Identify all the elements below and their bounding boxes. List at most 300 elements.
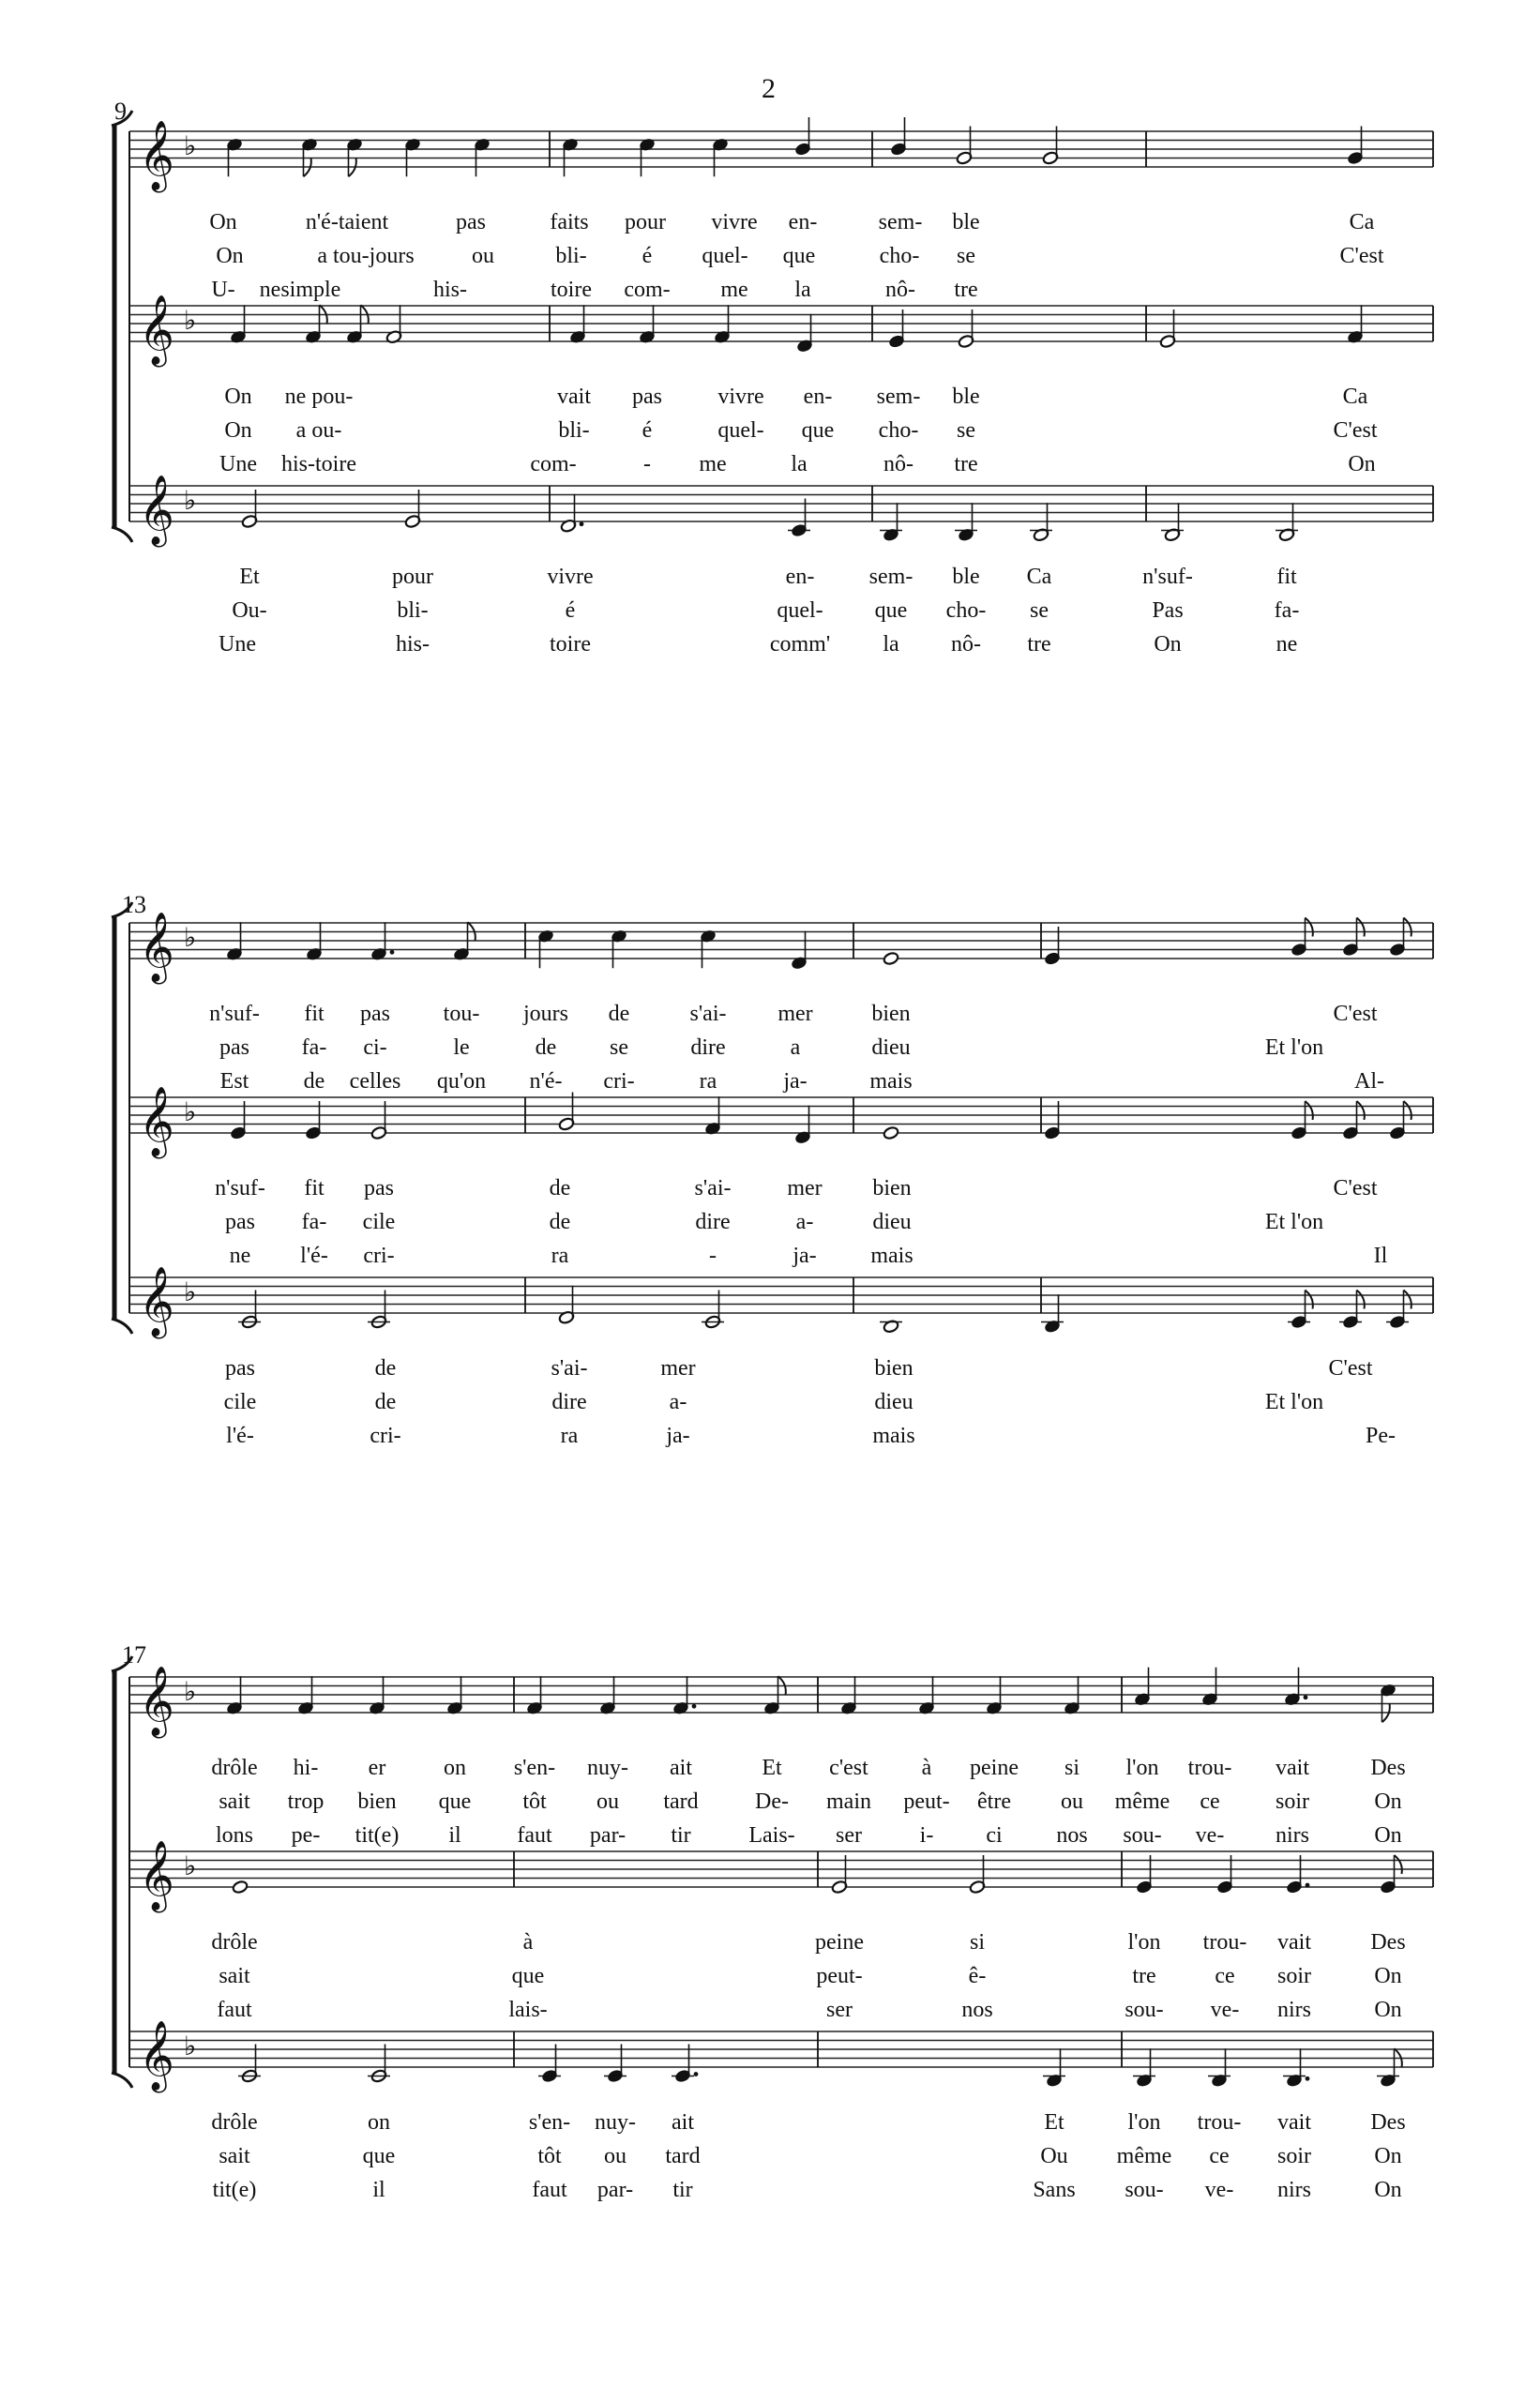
lyric-syllable: ja- bbox=[666, 1424, 690, 1448]
lyric-syllable: dieu bbox=[871, 1035, 911, 1060]
note bbox=[1380, 1684, 1397, 1723]
lyric-syllable: s'en- bbox=[528, 2110, 571, 2135]
lyric-syllable: comm' bbox=[769, 632, 831, 657]
lyric-syllable: - bbox=[643, 452, 651, 476]
lyric-syllable: pas bbox=[632, 385, 662, 409]
lyric-syllable: la bbox=[883, 632, 899, 657]
lyric-syllable: que bbox=[511, 1964, 545, 1988]
lyric-syllable: Ca bbox=[1026, 565, 1052, 589]
lyric-syllable: vait bbox=[557, 385, 591, 409]
note bbox=[1380, 1855, 1402, 1895]
lyric-syllable: Et l'on bbox=[1264, 1035, 1324, 1060]
lyric-syllable: par- bbox=[589, 1823, 627, 1848]
lyric-syllable: que bbox=[362, 2144, 396, 2168]
augmentation-dot bbox=[692, 1704, 697, 1709]
lyric-syllable: Sans bbox=[1033, 2178, 1076, 2202]
lyric-syllable: mais bbox=[869, 1069, 913, 1094]
lyric-syllable: C'est bbox=[1339, 244, 1384, 268]
note bbox=[1136, 1855, 1153, 1895]
lyric-syllable: la bbox=[791, 452, 808, 476]
note bbox=[526, 1676, 543, 1715]
lyric-syllable: quel- bbox=[717, 418, 764, 443]
bracket-hook-top bbox=[112, 902, 132, 917]
lyric-syllable: sem- bbox=[876, 385, 921, 409]
lyric-syllable: sait bbox=[219, 1789, 250, 1814]
lyric-syllable: pas bbox=[364, 1176, 394, 1200]
lyric-syllable: fa- bbox=[301, 1035, 327, 1060]
note bbox=[831, 1855, 848, 1895]
note bbox=[1216, 1855, 1233, 1895]
lyric-syllable: nos bbox=[961, 1998, 993, 2022]
note bbox=[226, 922, 243, 961]
lyric-line-verse-1 bbox=[215, 1176, 1378, 1200]
lyric-syllable: pas bbox=[360, 1002, 390, 1026]
lyric-syllable: cho- bbox=[879, 244, 920, 268]
note bbox=[297, 1676, 314, 1715]
lyric-syllable: er bbox=[368, 1756, 386, 1780]
lyric-syllable: dieu bbox=[872, 1210, 912, 1234]
lyric-syllable: C'est bbox=[1333, 1176, 1378, 1200]
lyric-syllable: cri- bbox=[363, 1244, 395, 1268]
staff bbox=[129, 913, 1433, 985]
note bbox=[969, 1855, 986, 1895]
note bbox=[305, 305, 327, 344]
treble-clef-icon: 𝄞 bbox=[139, 913, 174, 982]
lyric-syllable: soir bbox=[1276, 1789, 1309, 1814]
lyric-syllable: bien bbox=[872, 1176, 912, 1200]
lyric-syllable: On bbox=[1154, 632, 1182, 657]
system-3 bbox=[112, 1656, 1433, 2093]
lyric-syllable: a- bbox=[795, 1210, 814, 1234]
key-signature-flat-icon: ♭ bbox=[184, 130, 197, 161]
augmentation-dot bbox=[1304, 1695, 1308, 1699]
note bbox=[1159, 310, 1176, 349]
lyric-syllable: si bbox=[1064, 1756, 1080, 1780]
lyric-syllable: bien bbox=[357, 1789, 397, 1814]
lyric-syllable: ra bbox=[699, 1069, 717, 1094]
lyric-line-verse-1 bbox=[211, 1930, 1405, 1955]
lyric-syllable: cho- bbox=[945, 598, 987, 623]
note bbox=[986, 1676, 1003, 1715]
lyric-syllable: nuy- bbox=[587, 1756, 628, 1780]
lyric-syllable: tôt bbox=[522, 1789, 547, 1814]
lyric-syllable: quel- bbox=[777, 598, 823, 623]
lyric-syllable: que bbox=[438, 1789, 472, 1814]
lyric-syllable: vait bbox=[1276, 1756, 1309, 1780]
note bbox=[794, 117, 811, 157]
lyric-syllable: é bbox=[642, 244, 653, 268]
staff bbox=[129, 295, 1433, 368]
note bbox=[1064, 1676, 1080, 1715]
lyric-syllable: tre bbox=[954, 452, 978, 476]
lyric-syllable: cho- bbox=[878, 418, 919, 443]
lyric-line-verse-2 bbox=[232, 598, 1299, 623]
lyric-syllable: sait bbox=[219, 2144, 250, 2168]
note bbox=[1044, 1101, 1061, 1140]
lyric-syllable: vait bbox=[1277, 2110, 1311, 2135]
lyric-syllable: ble bbox=[952, 210, 980, 234]
lyric-syllable: Et bbox=[1044, 2110, 1064, 2135]
lyric-syllable: l'on bbox=[1127, 2110, 1161, 2135]
lyric-syllable: Une bbox=[219, 632, 256, 657]
lyric-syllable: de bbox=[535, 1035, 557, 1060]
lyric-line-verse-3 bbox=[230, 1244, 1388, 1268]
lyric-line-verse-2 bbox=[219, 1964, 1401, 1988]
measure-number-system-2: 13 bbox=[122, 891, 146, 918]
lyric-syllable: cile bbox=[362, 1210, 396, 1234]
lyric-syllable: tard bbox=[665, 2144, 701, 2168]
lyric-syllable: ja- bbox=[783, 1069, 808, 1094]
note bbox=[1208, 2048, 1230, 2088]
lyric-syllable: nos bbox=[1056, 1823, 1088, 1848]
note-flag bbox=[1357, 1101, 1365, 1120]
lyric-syllable: s'ai- bbox=[689, 1002, 727, 1026]
note bbox=[1276, 503, 1298, 542]
lyric-line-verse-1 bbox=[224, 385, 1367, 409]
lyric-line-verse-1 bbox=[211, 2110, 1405, 2135]
lyric-syllable: Et l'on bbox=[1264, 1390, 1324, 1414]
note-flag bbox=[1395, 1855, 1402, 1874]
lyric-syllable: sou- bbox=[1125, 1998, 1164, 2022]
lyric-syllable: his- bbox=[396, 632, 430, 657]
lyric-syllable: tre bbox=[1027, 632, 1051, 657]
lyric-syllable: Il bbox=[1373, 1244, 1388, 1268]
lyric-syllable: pour bbox=[392, 565, 433, 589]
lyric-syllable: ce bbox=[1209, 2144, 1230, 2168]
lyric-syllable: peine bbox=[970, 1756, 1019, 1780]
lyric-syllable: vivre bbox=[547, 565, 594, 589]
lyric-syllable: De- bbox=[755, 1789, 789, 1814]
lyric-syllable: tit(e) bbox=[212, 2178, 257, 2202]
lyric-syllable: peut- bbox=[903, 1789, 950, 1814]
measure-number-system-3: 17 bbox=[122, 1641, 146, 1669]
lyric-syllable: ou bbox=[604, 2144, 627, 2168]
lyric-syllable: n'é-taient bbox=[305, 210, 389, 234]
note bbox=[1377, 2048, 1402, 2088]
note bbox=[1389, 918, 1412, 958]
note bbox=[639, 305, 656, 344]
lyric-syllable: sem- bbox=[868, 565, 913, 589]
note bbox=[232, 1880, 249, 1894]
lyric-syllable: C'est bbox=[1333, 1002, 1378, 1026]
lyric-line-verse-2 bbox=[216, 244, 1383, 268]
lyric-syllable: peine bbox=[815, 1930, 864, 1955]
lyric-syllable: Et bbox=[762, 1756, 782, 1780]
note bbox=[368, 2045, 390, 2084]
lyric-syllable: que bbox=[782, 244, 816, 268]
lyric-line-verse-3 bbox=[213, 2178, 1402, 2202]
lyric-syllable: de bbox=[549, 1176, 571, 1200]
note-flag bbox=[1306, 918, 1313, 937]
lyric-syllable: de bbox=[374, 1390, 397, 1414]
lyric-syllable: toire bbox=[551, 278, 592, 302]
key-signature-flat-icon: ♭ bbox=[184, 305, 197, 336]
lyric-syllable: fa- bbox=[1274, 598, 1300, 623]
note bbox=[368, 1291, 390, 1330]
note bbox=[1286, 1855, 1309, 1895]
lyric-syllable: trop bbox=[287, 1789, 325, 1814]
lyric-syllable: Pas bbox=[1152, 598, 1184, 623]
note bbox=[1291, 1101, 1313, 1140]
lyric-syllable: peut- bbox=[816, 1964, 863, 1988]
lyric-syllable: s'ai- bbox=[551, 1356, 588, 1381]
note bbox=[301, 138, 318, 177]
lyric-syllable: se bbox=[957, 244, 975, 268]
lyric-syllable: sou- bbox=[1125, 2178, 1164, 2202]
lyric-syllable: Ou- bbox=[232, 598, 267, 623]
lyric-syllable: tir bbox=[672, 2178, 693, 2202]
lyric-syllable: toire bbox=[550, 632, 591, 657]
note bbox=[1288, 1291, 1313, 1330]
lyric-syllable: mais bbox=[870, 1244, 913, 1268]
note bbox=[474, 138, 491, 177]
lyric-syllable: nô- bbox=[885, 278, 915, 302]
lyric-syllable: nô- bbox=[951, 632, 981, 657]
lyric-syllable: mer bbox=[778, 1002, 813, 1026]
lyric-syllable: a ou- bbox=[295, 418, 342, 443]
lyric-syllable: n'suf- bbox=[209, 1002, 260, 1026]
lyric-syllable: trou- bbox=[1197, 2110, 1242, 2135]
lyric-syllable: pe- bbox=[291, 1823, 321, 1848]
lyric-syllable: dire bbox=[695, 1210, 731, 1234]
lyric-syllable: de bbox=[549, 1210, 571, 1234]
key-signature-flat-icon: ♭ bbox=[184, 1850, 197, 1881]
note bbox=[346, 305, 369, 344]
note bbox=[1043, 2048, 1065, 2088]
lyric-syllable: fit bbox=[304, 1002, 325, 1026]
note bbox=[562, 138, 579, 177]
lyric-syllable: dire bbox=[551, 1390, 587, 1414]
note-head bbox=[232, 1880, 249, 1894]
lyric-syllable: nesimple bbox=[259, 278, 341, 302]
note bbox=[883, 951, 899, 965]
lyric-line-verse-2 bbox=[219, 1789, 1401, 1814]
lyric-syllable: tou- bbox=[443, 1002, 480, 1026]
lyric-syllable: que bbox=[801, 418, 835, 443]
note bbox=[385, 305, 402, 344]
lyric-syllable: pour bbox=[625, 210, 666, 234]
lyric-syllable: on bbox=[444, 1756, 466, 1780]
lyric-syllable: Des bbox=[1370, 2110, 1406, 2135]
lyric-syllable: On bbox=[1374, 1998, 1402, 2022]
note bbox=[714, 305, 731, 344]
augmentation-dot bbox=[1306, 2076, 1310, 2081]
lyric-syllable: ne bbox=[1276, 632, 1298, 657]
lyric-line-verse-2 bbox=[225, 1210, 1323, 1234]
note bbox=[404, 490, 421, 529]
note bbox=[305, 1101, 322, 1140]
lyric-syllable: sem- bbox=[878, 210, 923, 234]
treble-clef-icon: 𝄞 bbox=[139, 476, 174, 545]
lyric-syllable: nirs bbox=[1277, 2178, 1311, 2202]
page-number: 2 bbox=[762, 73, 776, 104]
lyric-syllable: ser bbox=[836, 1823, 862, 1848]
lyric-syllable: ve- bbox=[1195, 1823, 1225, 1848]
lyric-syllable: pas bbox=[219, 1035, 249, 1060]
lyric-syllable: com- bbox=[530, 452, 577, 476]
lyric-syllable: ci- bbox=[363, 1035, 387, 1060]
key-signature-flat-icon: ♭ bbox=[184, 485, 197, 516]
treble-clef-icon: 𝄞 bbox=[139, 1267, 174, 1336]
lyric-syllable: ou bbox=[596, 1789, 619, 1814]
key-signature-flat-icon: ♭ bbox=[184, 1096, 197, 1127]
note bbox=[1342, 918, 1365, 958]
lyric-syllable: tir bbox=[671, 1823, 691, 1848]
note bbox=[230, 1101, 247, 1140]
note bbox=[888, 310, 905, 349]
lyric-line-verse-1 bbox=[239, 565, 1297, 589]
staff bbox=[129, 1087, 1433, 1159]
staff bbox=[129, 476, 1433, 548]
lyric-syllable: me bbox=[699, 452, 727, 476]
lyric-syllable: On bbox=[1374, 1823, 1402, 1848]
lyric-syllable: en- bbox=[785, 565, 815, 589]
measure-number-system-1: 9 bbox=[114, 98, 127, 125]
lyric-syllable: a- bbox=[669, 1390, 687, 1414]
lyric-syllable: Pe- bbox=[1366, 1424, 1396, 1448]
lyric-syllable: à bbox=[522, 1930, 534, 1955]
lyric-syllable: main bbox=[826, 1789, 871, 1814]
note bbox=[537, 929, 554, 969]
lyric-syllable: fit bbox=[304, 1176, 325, 1200]
lyric-syllable: il bbox=[448, 1823, 461, 1848]
note bbox=[918, 1676, 935, 1715]
lyric-syllable: On bbox=[1348, 452, 1376, 476]
lyric-syllable: c'est bbox=[829, 1756, 868, 1780]
lyric-syllable: bien bbox=[871, 1002, 911, 1026]
lyric-syllable: ou bbox=[1061, 1789, 1083, 1814]
lyric-syllable: que bbox=[874, 598, 908, 623]
note bbox=[1347, 305, 1364, 344]
staff bbox=[129, 1841, 1433, 1913]
lyric-syllable: soir bbox=[1277, 1964, 1311, 1988]
system-1 bbox=[112, 111, 1433, 548]
key-signature-flat-icon: ♭ bbox=[184, 1676, 197, 1707]
lyric-line-verse-3 bbox=[219, 452, 1376, 476]
lyric-syllable: ait bbox=[670, 1756, 692, 1780]
lyric-syllable: ê- bbox=[968, 1964, 987, 1988]
lyric-syllable: ra bbox=[560, 1424, 579, 1448]
lyric-syllable: tre bbox=[954, 278, 978, 302]
note bbox=[604, 2045, 627, 2084]
note bbox=[1042, 127, 1059, 166]
note bbox=[700, 929, 717, 969]
note bbox=[840, 1676, 857, 1715]
lyric-line-verse-1 bbox=[225, 1356, 1373, 1381]
lyric-syllable: vivre bbox=[711, 210, 758, 234]
lyric-syllable: On bbox=[224, 385, 252, 409]
lyric-syllable: nô- bbox=[883, 452, 913, 476]
note bbox=[1347, 127, 1364, 166]
note bbox=[791, 931, 808, 971]
lyric-line-verse-1 bbox=[209, 1002, 1378, 1026]
lyric-syllable: sait bbox=[219, 1964, 250, 1988]
bracket-hook-bottom bbox=[112, 527, 132, 542]
note bbox=[346, 138, 363, 177]
lyric-syllable: n'suf- bbox=[215, 1176, 265, 1200]
lyric-syllable: Ca bbox=[1342, 385, 1368, 409]
lyric-syllable: fit bbox=[1276, 565, 1297, 589]
lyric-syllable: ne bbox=[229, 1244, 251, 1268]
system-2 bbox=[112, 902, 1433, 1339]
note bbox=[1041, 1294, 1064, 1334]
lyric-syllable: de bbox=[608, 1002, 630, 1026]
lyric-syllable: qu'on bbox=[436, 1069, 487, 1094]
augmentation-dot bbox=[580, 521, 584, 526]
lyric-syllable: é bbox=[642, 418, 653, 443]
lyric-syllable: me bbox=[720, 278, 748, 302]
note bbox=[241, 490, 258, 529]
note bbox=[404, 138, 421, 177]
lyric-syllable: bli- bbox=[558, 418, 590, 443]
lyric-syllable: ce bbox=[1215, 1964, 1235, 1988]
lyric-syllable: drôle bbox=[211, 2110, 258, 2135]
lyric-syllable: tôt bbox=[537, 2144, 562, 2168]
lyric-syllable: Une bbox=[219, 452, 257, 476]
note bbox=[956, 127, 973, 166]
note bbox=[712, 138, 729, 177]
lyric-syllable: com- bbox=[624, 278, 671, 302]
lyric-syllable: On bbox=[216, 244, 244, 268]
note bbox=[370, 1101, 387, 1140]
lyric-syllable: Des bbox=[1370, 1930, 1406, 1955]
lyric-syllable: de bbox=[303, 1069, 325, 1094]
note bbox=[1389, 1101, 1412, 1140]
note bbox=[569, 305, 586, 344]
lyric-syllable: On bbox=[1374, 1964, 1402, 1988]
lyric-syllable: ci bbox=[986, 1823, 1003, 1848]
note bbox=[306, 922, 323, 961]
lyric-line-verse-1 bbox=[211, 1756, 1405, 1780]
lyric-syllable: ce bbox=[1200, 1789, 1220, 1814]
note-flag bbox=[1306, 1291, 1313, 1309]
lyric-syllable: On bbox=[224, 418, 252, 443]
lyric-syllable: fa- bbox=[301, 1210, 327, 1234]
key-signature-flat-icon: ♭ bbox=[184, 2031, 197, 2061]
lyric-syllable: Ca bbox=[1349, 210, 1375, 234]
lyric-syllable: si bbox=[969, 1930, 986, 1955]
lyric-syllable: faut bbox=[532, 2178, 567, 2202]
note bbox=[702, 1291, 724, 1330]
note-flag bbox=[1357, 918, 1365, 937]
lyric-syllable: On bbox=[1374, 2144, 1402, 2168]
lyric-syllable: lais- bbox=[508, 1998, 548, 2022]
lyric-line-verse-2 bbox=[219, 2144, 1401, 2168]
lyric-syllable: Lais- bbox=[748, 1823, 795, 1848]
lyric-syllable: cile bbox=[223, 1390, 257, 1414]
lyric-syllable: quel- bbox=[702, 244, 748, 268]
lyric-syllable: mer bbox=[787, 1176, 823, 1200]
note bbox=[890, 117, 907, 157]
lyric-syllable: ra bbox=[551, 1244, 569, 1268]
lyric-syllable: his- bbox=[433, 278, 467, 302]
note bbox=[1161, 503, 1184, 542]
lyric-syllable: cri- bbox=[603, 1069, 635, 1094]
note bbox=[1339, 1291, 1365, 1330]
note bbox=[955, 503, 977, 542]
lyric-syllable: drôle bbox=[211, 1930, 258, 1955]
lyric-syllable: pas bbox=[456, 210, 486, 234]
lyric-syllable: n'é- bbox=[529, 1069, 563, 1094]
note bbox=[238, 1291, 261, 1330]
note bbox=[1134, 1668, 1151, 1707]
note bbox=[238, 2045, 261, 2084]
note bbox=[880, 1320, 902, 1334]
lyric-syllable: par- bbox=[596, 2178, 634, 2202]
note bbox=[672, 1676, 696, 1715]
lyric-syllable: On bbox=[209, 210, 237, 234]
lyric-line-verse-2 bbox=[219, 1035, 1323, 1060]
